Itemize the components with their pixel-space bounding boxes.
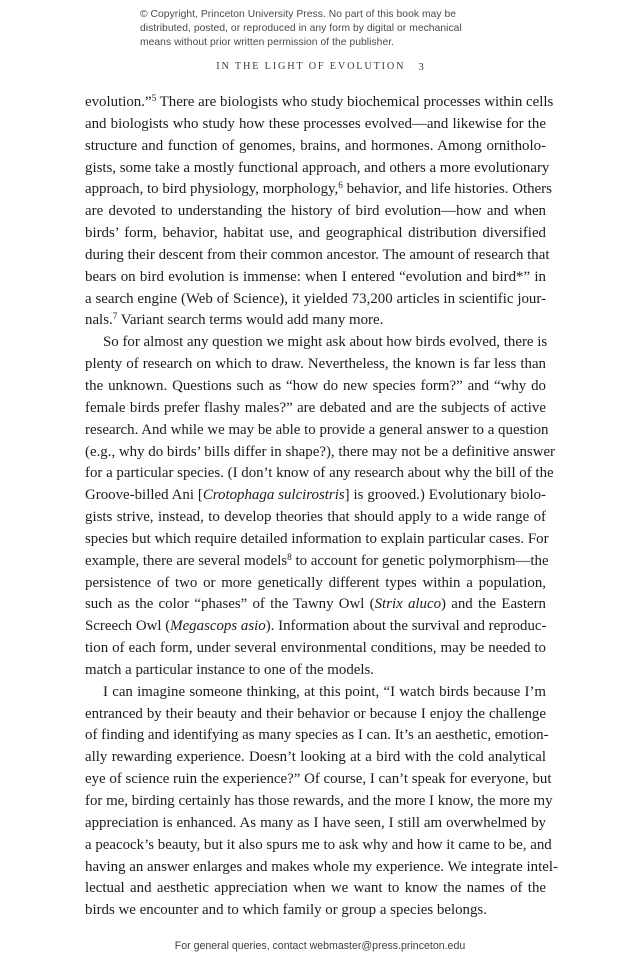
text-line: during their descent from their common ancestor. The amount of research that [85, 246, 550, 263]
text-line: tion of each form, under several environmental conditions, may be needed to [85, 640, 546, 657]
line-segment: ). Information about the survival and reproduc- [265, 618, 547, 635]
text-line: and biologists who study how these processes evolved—and likewise for the [85, 115, 546, 132]
line-segment: behavior, and life histories. Others [342, 181, 552, 198]
page-body [85, 92, 558, 922]
species-name-strix-aluco: Strix aluco [374, 596, 442, 613]
text-line: for a particular species. (I don’t know of any research about why the bill of the [85, 465, 554, 482]
text-line: lectual and aesthetic appreciation when we want to know the names of the [85, 880, 546, 897]
text-line: structure and function of genomes, brains, and hormones. Among ornitholo- [85, 137, 546, 154]
text-line [85, 92, 554, 114]
text-line: a peacock’s beauty, but it also spurs me to ask why and how it came to be, and [85, 836, 552, 853]
line-segment: nals. [85, 312, 113, 329]
line-segment: approach, to bird physiology, morphology, [85, 181, 339, 198]
text-line: appreciation is enhanced. As many as I have seen, I still am overwhelmed by [85, 814, 546, 831]
text-line [85, 485, 546, 507]
line-segment: evolution.” [85, 94, 152, 110]
copyright-notice [140, 8, 510, 51]
paragraph-3 [85, 682, 558, 922]
line-segment: There are biologists who study biochemical processes within cells [156, 94, 554, 110]
text-line [85, 594, 546, 616]
line-segment: such as the color “phases” of the Tawny Owl ( [85, 596, 375, 613]
species-name-crotophaga: Crotophaga sulcirostris [202, 487, 345, 504]
running-head-title: IN THE LIGHT OF EVOLUTION [216, 61, 406, 72]
copyright-line-3: means without prior written permission of the publisher. [140, 37, 395, 49]
footer-contact-note: For general queries, contact webmaster@press.princeton.edu [174, 940, 466, 952]
text-line: a search engine (Web of Science), it yielded 73,200 articles in scientific jour- [85, 290, 546, 307]
text-line: of finding and identifying as many species as I can. It’s an aesthetic, emotion- [85, 727, 549, 744]
line-segment: ) and the Eastern [441, 596, 547, 613]
line-segment: example, there are several models [85, 552, 288, 569]
running-head [0, 60, 640, 72]
paragraph-1 [85, 92, 554, 332]
text-line: (e.g., why do birds’ bills differ in shape?), there may not be a definitive answer [85, 443, 556, 460]
line-segment: ] is grooved.) Evolutionary biolo- [344, 487, 546, 504]
text-line: are devoted to understanding the history of bird evolution—how and when [85, 203, 546, 220]
paragraph-2 [85, 332, 556, 682]
text-line [85, 616, 546, 638]
text-line: entranced by their beauty and their behavior or because I enjoy the challenge [85, 705, 546, 722]
line-segment: Variant search terms would add many more. [117, 312, 384, 329]
text-line: gists, some take a mostly functional approach, and others a more evolutionary [85, 159, 550, 176]
page-number: 3 [418, 60, 424, 73]
footnote-marker-8: 8 [287, 551, 292, 562]
text-line: for me, birding certainly has those rewards, and the more I know, the more my [85, 793, 553, 809]
text-line: match a particular instance to one of the models. [85, 661, 375, 678]
text-line: having an answer enlarges and makes whole my experience. We integrate intel- [85, 858, 558, 875]
text-line [85, 551, 549, 573]
text-line: research. And while we may be able to provide a general answer to a question [85, 421, 549, 438]
line-segment: to account for genetic polymorphism—the [291, 552, 549, 569]
text-line: species but which require detailed information to explain particular cases. For [85, 530, 549, 547]
text-line: the unknown. Questions such as “how do new species form?” and “why do [85, 377, 546, 394]
text-line: female birds prefer flashy males?” are debated and are the subjects of active [85, 399, 546, 416]
text-line: birds’ form, behavior, habitat use, and geographical distribution diversified [85, 225, 546, 242]
text-line: plenty of research on which to draw. Nevertheless, the known is far less than [85, 356, 546, 373]
text-line: eye of science ruin the experience?” Of course, I can’t speak for everyone, but [85, 771, 552, 788]
text-line [85, 310, 546, 332]
text-line: bears on bird evolution is immense: when I entered “evolution and bird*” in [85, 268, 546, 285]
text-line: ally rewarding experience. Doesn’t looking at a bird with the cold analytical [85, 749, 546, 766]
text-line: persistence of two or more genetically different types within a population, [85, 574, 546, 591]
footnote-marker-5: 5 [151, 93, 157, 104]
text-line: gists strive, instead, to develop theories that should apply to a wide range of [85, 509, 546, 526]
copyright-line-1: © Copyright, Princeton University Press. No part of this book may be [140, 9, 457, 20]
text-line: So for almost any question we might ask about how birds evolved, there is [103, 334, 548, 351]
footnote-marker-7: 7 [112, 311, 118, 322]
footnote-marker-6: 6 [338, 180, 343, 191]
text-line: birds we encounter and to which family or group a species belongs. [85, 902, 487, 919]
text-line [85, 179, 552, 201]
text-line: I can imagine someone thinking, at this point, “I watch birds because I’m [103, 683, 546, 700]
line-segment: Groove-billed Ani [ [85, 487, 203, 504]
copyright-line-2: distributed, posted, or reproduced in any form by digital or mechanical [140, 23, 462, 35]
species-name-megascops-asio: Megascops asio [170, 618, 266, 635]
line-segment: Screech Owl ( [85, 618, 171, 635]
